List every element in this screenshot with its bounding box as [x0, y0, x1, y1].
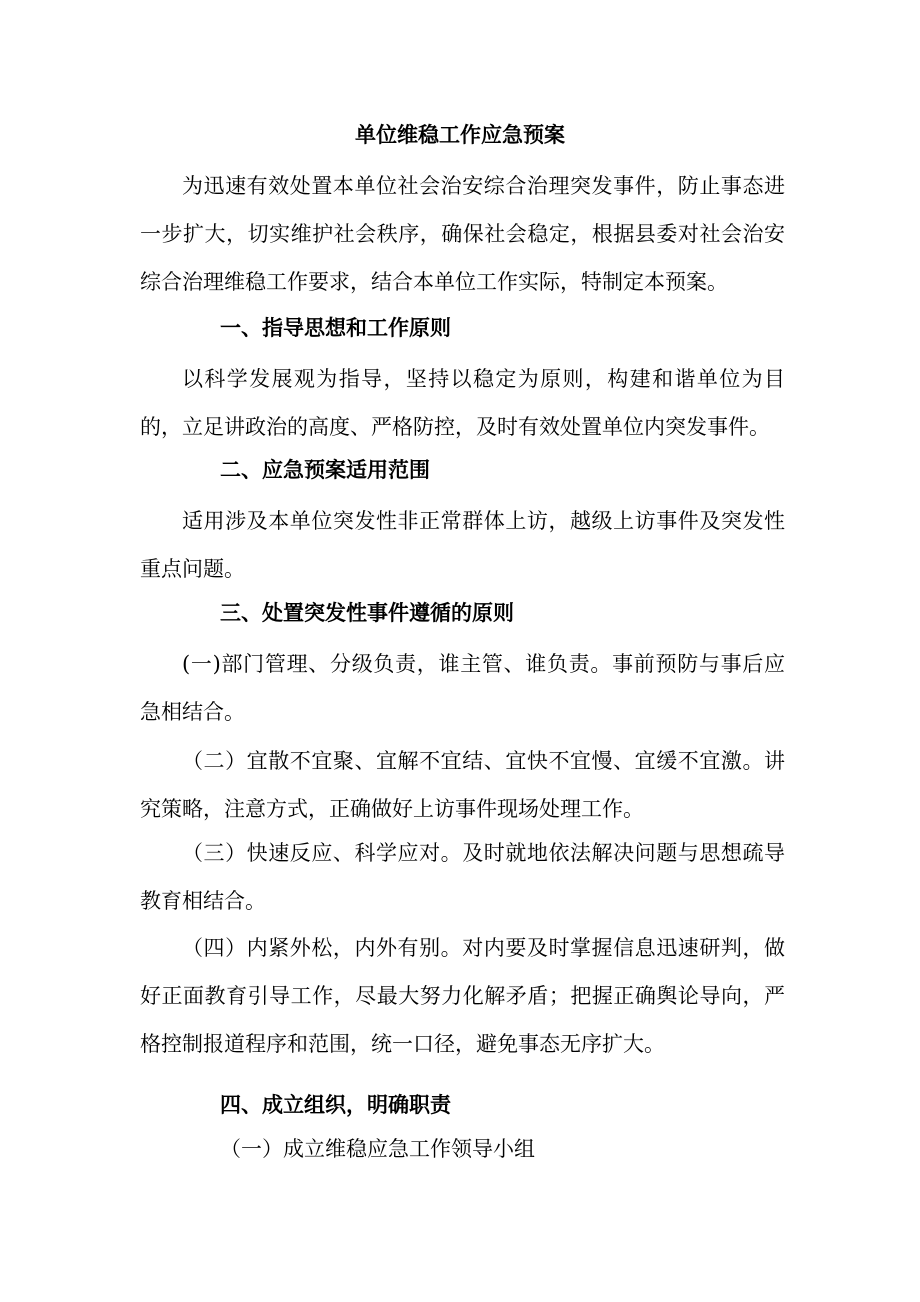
section-2-paragraph: 适用涉及本单位突发性非正常群体上访，越级上访事件及突发性重点问题。	[140, 509, 785, 581]
section-heading-2: 二、应急预案适用范围	[220, 457, 430, 482]
intro-paragraph: 为迅速有效处置本单位社会治安综合治理突发事件，防止事态进一步扩大，切实维护社会秩序，确保社会稳定，根据县委对社会治安综合治理维稳工作要求，结合本单位工作实际，特制定本预案。	[140, 174, 785, 294]
principle-item-2: （二）宜散不宜聚、宜解不宜结、宜快不宜慢、宜缓不宜激。讲究策略，注意方式，正确做好上访事件现场处理工作。	[140, 749, 785, 821]
section-1-paragraph: 以科学发展观为指导，坚持以稳定为原则，构建和谐单位为目的，立足讲政治的高度、严格防控，及时有效处置单位内突发事件。	[140, 367, 785, 439]
principle-item-1: (一)部门管理、分级负责，谁主管、谁负责。事前预防与事后应急相结合。	[140, 652, 785, 724]
principle-item-3: （三）快速反应、科学应对。及时就地依法解决问题与思想疏导教育相结合。	[140, 841, 785, 913]
document-title: 单位维稳工作应急预案	[355, 122, 565, 147]
section-heading-4: 四、成立组织，明确职责	[220, 1092, 451, 1117]
section-heading-3: 三、处置突发性事件遵循的原则	[220, 600, 514, 625]
principle-item-4: （四）内紧外松，内外有别。对内要及时掌握信息迅速研判，做好正面教育引导工作，尽最大努力化解矛盾；把握正确舆论导向，严格控制报道程序和范围，统一口径，避免事态无序扩大。	[140, 936, 785, 1056]
section-heading-1: 一、指导思想和工作原则	[220, 315, 451, 340]
subsection-heading: （一）成立维稳应急工作领导小组	[220, 1137, 535, 1161]
